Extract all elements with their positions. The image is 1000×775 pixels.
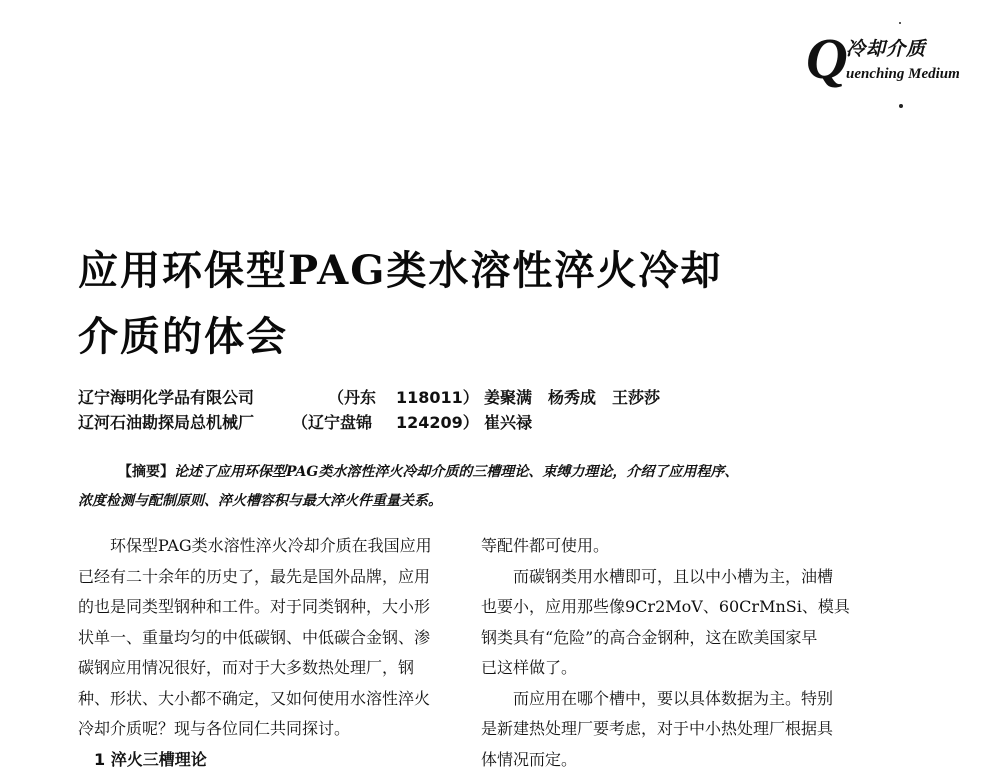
paragraph-line: 状单一、重量均匀的中低碳钢、中低碳合金钢、渗 [78,623,448,654]
paragraph-line: 碳钢应用情况很好，而对于大多数热处理厂，钢 [78,653,448,684]
paragraph-line: 而碳钢类用水槽即可，且以中小槽为主，油槽 [481,562,861,593]
decorative-dot-small [899,22,901,24]
affiliation-authors: 姜聚满 杨秀成 王莎莎 [484,387,660,409]
abstract-line-1 [78,458,858,487]
section-heading: 1 淬火三槽理论 [78,745,448,775]
abstract-line-2: 浓度检测与配制原则、淬火槽容积与最大淬火件重量关系。 [78,487,858,516]
abstract-label: 【摘要】 [118,464,174,480]
paragraph-line: 等配件都可使用。 [481,531,861,562]
paragraph-line: 已这样做了。 [481,653,861,684]
body-column-left [78,531,448,775]
abstract-text-1: 论述了应用环保型PAG类水溶性淬火冷却介质的三槽理论、束缚力理论，介绍了应用程序、 [174,464,738,480]
paragraph-line: 的也是同类型钢种和工件。对于同类钢种，大小形 [78,592,448,623]
paragraph-line: 体情况而定。 [481,745,861,775]
paragraph-line: 已经有二十余年的历史了，最先是国外品牌，应用 [78,562,448,593]
title-line-2: 介质的体会 [78,304,798,370]
body-column-right [481,531,861,775]
section-name-cn: 冷却介质 [846,38,926,60]
affiliation-org: 辽河石油勘探局总机械厂 [78,412,254,434]
logo-letter-q: Q [806,30,848,88]
affiliation-authors: 崔兴禄 [484,412,532,434]
paragraph-line: 环保型PAG类水溶性淬火冷却介质在我国应用 [78,531,448,562]
section-name-en: uenching Medium [846,65,960,83]
paragraph-line: 钢类具有“危险”的高合金钢种，这在欧美国家早 [481,623,861,654]
decorative-dot [899,104,903,108]
affiliation-place: （辽宁盘锦 [292,412,372,434]
article-title [78,238,798,370]
paragraph-line: 而应用在哪个槽中，要以具体数据为主。特别 [481,684,861,715]
paragraph-line: 是新建热处理厂要考虑，对于中小热处理厂根据具 [481,714,861,745]
affiliation-org: 辽宁海明化学品有限公司 [78,387,254,409]
title-line-1: 应用环保型PAG类水溶性淬火冷却 [78,238,798,304]
affiliation-postcode: 124209） [396,412,479,434]
paragraph-line: 种、形状、大小都不确定，又如何使用水溶性淬火 [78,684,448,715]
affiliation-row-1 [78,387,798,409]
paragraph-line: 冷却介质呢？现与各位同仁共同探讨。 [78,714,448,745]
paragraph-line: 也要小，应用那些像9Cr2MoV、60CrMnSi、模具 [481,592,861,623]
abstract [78,458,858,516]
affiliation-place: （丹东 [328,387,376,409]
affiliation-row-2 [78,412,798,434]
affiliation-postcode: 118011） [396,387,479,409]
